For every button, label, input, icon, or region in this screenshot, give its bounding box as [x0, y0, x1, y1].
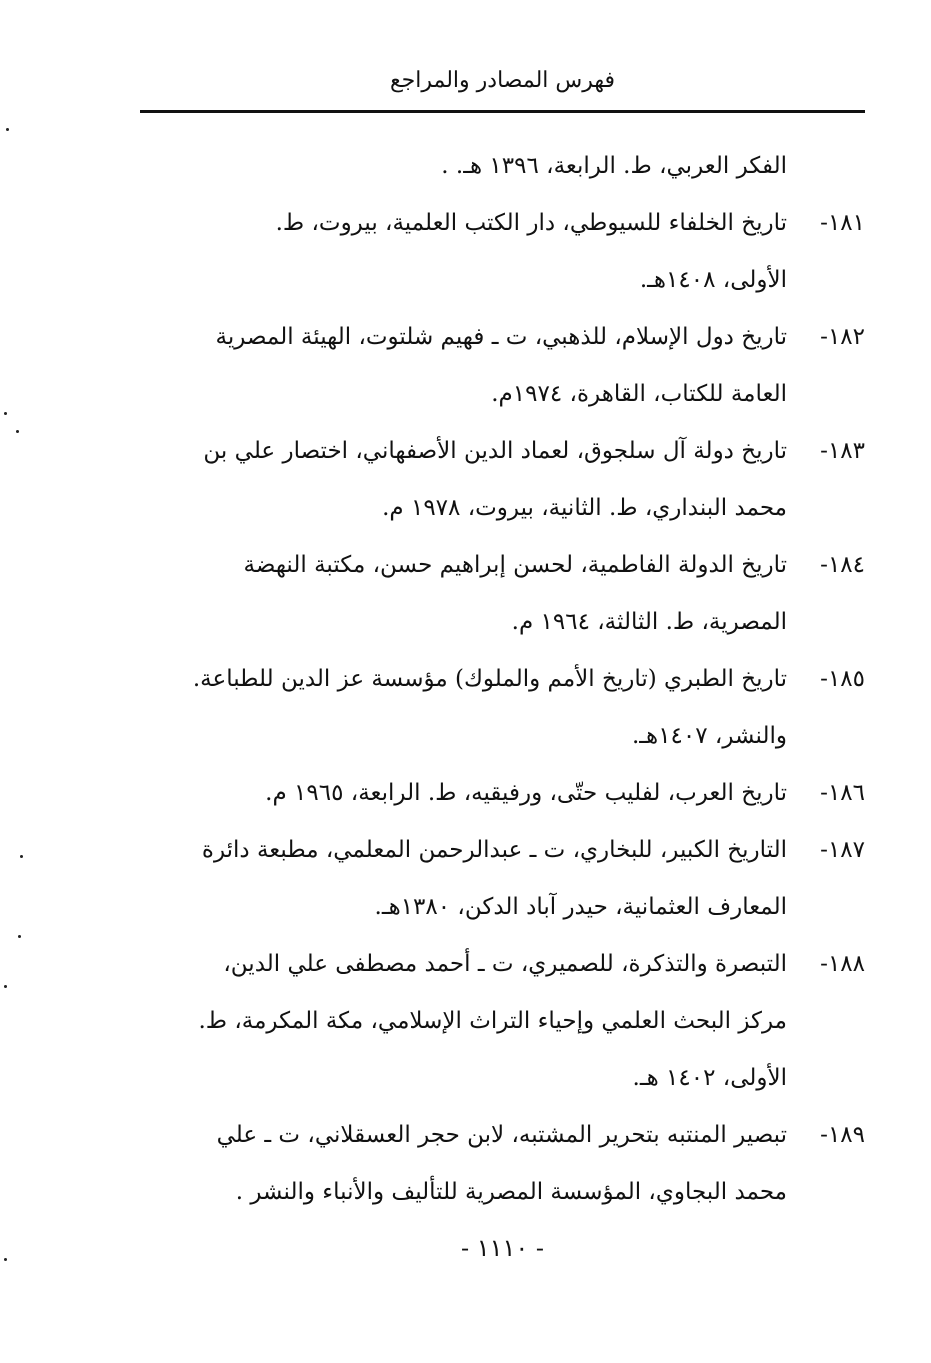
- scan-speck: [6, 128, 9, 131]
- bibliography-list: [140, 138, 865, 1221]
- entry-line: تاريخ دول الإسلام، للذهبي، ت ـ فهيم شلتوت، الهيئة المصرية: [215, 324, 787, 350]
- entry-line: تاريخ العرب، لفليب حتّى، ورفيقيه، ط. الرابعة، ١٩٦٥ م.: [265, 780, 787, 806]
- entry-line: الأولى، ١٤٠٢ هـ.: [632, 1065, 787, 1091]
- scan-speck: [20, 855, 23, 858]
- carryover-entry: [140, 138, 865, 195]
- scan-speck: [4, 412, 7, 415]
- entry-line: الأولى، ١٤٠٨هـ.: [639, 267, 787, 293]
- scan-speck: [4, 985, 7, 988]
- running-head-title: فهرس المصادر والمراجع: [389, 68, 616, 93]
- bibliography-entry-187: [140, 822, 865, 936]
- entry-number: ١٨٢-: [820, 324, 865, 350]
- entry-line: الفكر العربي، ط. الرابعة، ١٣٩٦ هـ. .: [441, 153, 787, 179]
- entry-line: المصرية، ط. الثالثة، ١٩٦٤ م.: [511, 609, 787, 635]
- entry-line: محمد البجاوي، المؤسسة المصرية للتأليف والأنباء والنشر .: [235, 1179, 787, 1205]
- entry-line: التبصرة والتذكرة، للصميري، ت ـ أحمد مصطفى علي الدين،: [223, 951, 787, 977]
- entry-number: ١٨٦-: [820, 780, 865, 806]
- scan-speck: [4, 1258, 7, 1261]
- entry-line: مركز البحث العلمي وإحياء التراث الإسلامي، مكة المكرمة، ط.: [198, 1008, 787, 1034]
- bibliography-entry-182: [140, 309, 865, 423]
- bibliography-entry-181: [140, 195, 865, 309]
- bibliography-entry-183: [140, 423, 865, 537]
- entry-line: العامة للكتاب، القاهرة، ١٩٧٤م.: [491, 381, 787, 407]
- entry-line: تبصير المنتبه بتحرير المشتبه، لابن حجر العسقلاني، ت ـ علي: [216, 1122, 787, 1148]
- entry-line: المعارف العثمانية، حيدر آباد الدكن، ١٣٨٠هـ.: [374, 894, 787, 920]
- bibliography-entry-189: [140, 1107, 865, 1221]
- page-number: - ١١١٠ -: [460, 1234, 545, 1262]
- entry-number: ١٨١-: [820, 210, 865, 236]
- entry-line: التاريخ الكبير، للبخاري، ت ـ عبدالرحمن المعلمي، مطبعة دائرة: [201, 837, 787, 863]
- entry-number: ١٨٨-: [820, 951, 865, 977]
- bibliography-entry-184: [140, 537, 865, 651]
- entry-number: ١٨٥-: [820, 666, 865, 692]
- entry-line: محمد البنداري، ط. الثانية، بيروت، ١٩٧٨ م.: [382, 495, 787, 521]
- scan-speck: [16, 430, 19, 433]
- entry-number: ١٨٤-: [820, 552, 865, 578]
- entry-number: ١٨٧-: [820, 837, 865, 863]
- bibliography-entry-185: [140, 651, 865, 765]
- entry-line: تاريخ دولة آل سلجوق، لعماد الدين الأصفهاني، اختصار علي بن: [203, 438, 787, 464]
- scan-speck: [18, 935, 21, 938]
- entry-line: والنشر، ١٤٠٧هـ.: [632, 723, 787, 749]
- entry-line: تاريخ الخلفاء للسيوطي، دار الكتب العلمية، بيروت، ط.: [275, 210, 787, 236]
- entry-number: ١٨٩-: [820, 1122, 865, 1148]
- bibliography-entry-188: [140, 936, 865, 1107]
- entry-line: تاريخ الدولة الفاطمية، لحسن إبراهيم حسن، مكتبة النهضة: [243, 552, 787, 578]
- entry-line: تاريخ الطبري (تاريخ الأمم والملوك) مؤسسة عز الدين للطباعة.: [192, 666, 787, 692]
- entry-number: ١٨٣-: [820, 438, 865, 464]
- header-rule: [140, 110, 865, 113]
- bibliography-entry-186: [140, 765, 865, 822]
